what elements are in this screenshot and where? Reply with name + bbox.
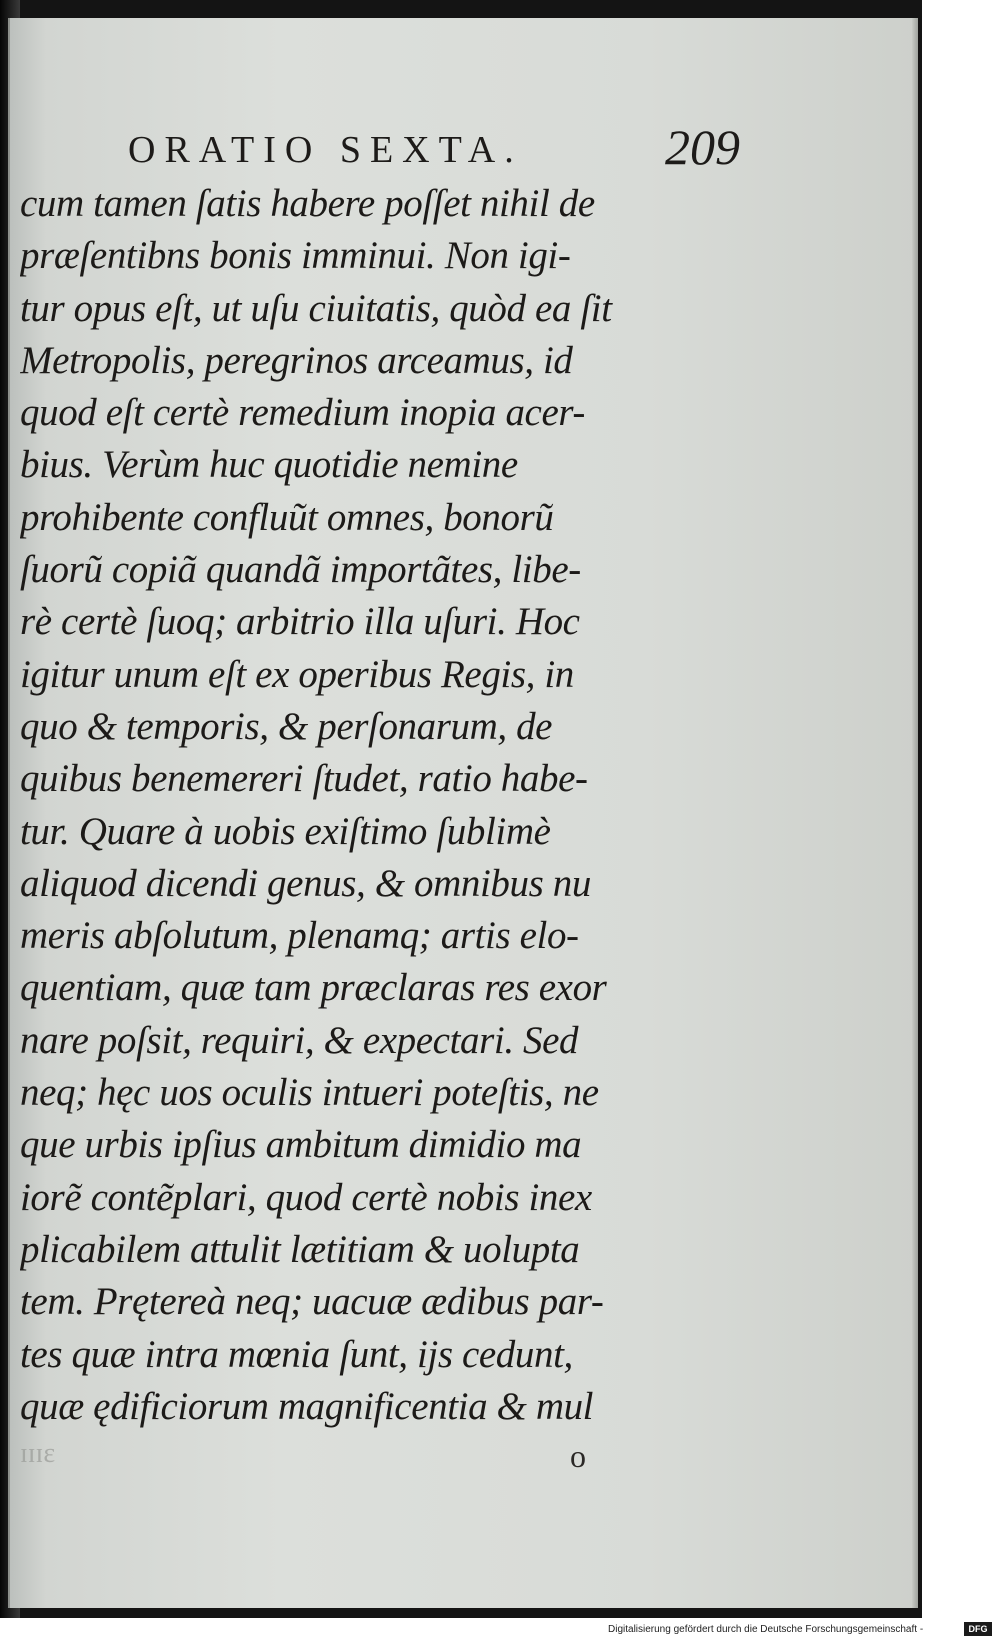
text-block <box>20 178 700 1433</box>
text-line: rè certè ſuoq; arbitrio illa uſuri. Hoc <box>20 600 580 644</box>
dfg-logo: DFG <box>964 1622 992 1636</box>
text-line: quod eſt certè remedium inopia acer- <box>20 391 585 435</box>
text-line: tem. Prętereà neq; uacuæ ædibus par- <box>20 1280 604 1324</box>
text-line: igitur unum eſt ex operibus Regis, in <box>20 652 574 696</box>
text-line: tes quæ intra mœnia ſunt, ijs cedunt, <box>20 1332 573 1376</box>
text-line: tur. Quare à uobis exiſtimo ſublimè <box>20 809 551 853</box>
text-line: cum tamen ſatis habere poſſet nihil de <box>20 182 595 225</box>
page-number: 209 <box>665 119 740 175</box>
text-line: quæ ędificiorum magnificentia & mul <box>20 1384 594 1428</box>
text-line: aliquod dicendi genus, & omnibus nu <box>20 861 591 905</box>
text-line: bius. Verùm huc quotidie nemine <box>20 443 518 487</box>
text-line: neq; hęc uos oculis intueri poteſtis, ne <box>20 1071 599 1115</box>
text-line: prohibente confluũt omnes, bonorũ <box>20 495 554 539</box>
running-head <box>128 118 740 178</box>
text-line: quibus benemereri ſtudet, ratio habe- <box>20 757 588 801</box>
text-line: quentiam, quæ tam præclaras res exor <box>20 966 607 1010</box>
text-line: plicabilem attulit lætitiam & uolupta <box>20 1227 580 1271</box>
text-line: Metropolis, peregrinos arceamus, id <box>20 338 573 382</box>
text-line: tur opus eſt, ut uſu ciuitatis, quòd ea ſit <box>20 286 612 330</box>
text-line: meris abſolutum, plenamq; artis elo- <box>20 914 579 958</box>
text-line: nare poſsit, requiri, & expectari. Sed <box>20 1018 579 1062</box>
book-page <box>8 18 918 1608</box>
page-edge <box>912 18 918 1608</box>
catchword: o <box>570 1438 586 1474</box>
text-line: que urbis ipſius ambitum dimidio ma <box>20 1123 582 1167</box>
text-line: iorẽ contẽplari, quod certè nobis inex <box>20 1175 592 1219</box>
digitization-credit: Digitalisierung gefördert durch die Deutsche Forschungsgemeinschaft - <box>608 1624 924 1635</box>
text-line: præſentibns bonis imminui. Non igi- <box>20 234 571 278</box>
text-line: quo & temporis, & perſonarum, de <box>20 704 553 748</box>
running-title: ORATIO SEXTA. <box>128 129 523 171</box>
show-through-ink: ɪɪɪɛ <box>20 1438 56 1469</box>
text-line: ſuorũ copiã quandã importãtes, libe- <box>20 548 581 592</box>
